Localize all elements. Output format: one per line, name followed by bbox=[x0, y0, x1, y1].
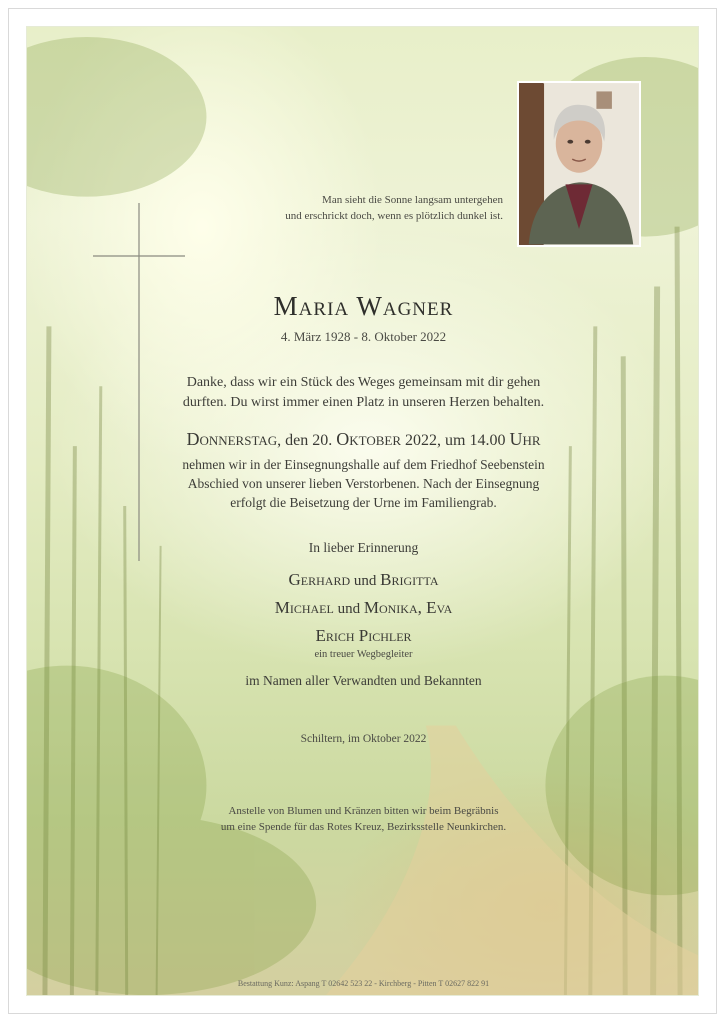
ceremony-date-part-2: 2022, um 14.00 bbox=[401, 432, 510, 449]
life-dates: 4. März 1928 - 8. Oktober 2022 bbox=[280, 329, 447, 344]
ceremony-date-part-1: , den 20. bbox=[277, 432, 337, 449]
mourner-line bbox=[27, 598, 699, 618]
mourner-subtitle: ein treuer Wegbegleiter bbox=[314, 649, 413, 660]
portrait-photo bbox=[517, 81, 641, 247]
donation-line-1: Anstelle von Blumen und Kränzen bitten wir beim Begräbnis bbox=[228, 805, 499, 817]
ceremony-text: nehmen wir in der Einsegnungshalle auf dem Friedhof Seebenstein Abschied von unserer lieben Verstorbenen. Nach der Einsegnung erfolgt die Beisetzung der Urne im Familiengrab. bbox=[182, 457, 545, 510]
memory-intro: In lieber Erinnerung bbox=[308, 540, 419, 555]
ceremony-uhr: Uhr bbox=[509, 429, 541, 449]
mourner-name: Erich Pichler bbox=[315, 626, 412, 645]
donation-request bbox=[27, 803, 699, 835]
deceased-name: Maria Wagner bbox=[273, 291, 454, 321]
mourner-line bbox=[27, 626, 699, 646]
mourner-joiner: und bbox=[350, 573, 381, 589]
mourner-line bbox=[27, 570, 699, 590]
ceremony-weekday: Donnerstag bbox=[186, 429, 278, 449]
quote-line-1: Man sieht die Sonne langsam untergehen bbox=[322, 194, 503, 206]
mourner-name: Gerhard bbox=[288, 570, 351, 589]
relatives-text: im Namen aller Verwandten und Bekannten bbox=[245, 673, 482, 688]
place-date: Schiltern, im Oktober 2022 bbox=[300, 733, 427, 745]
cross-icon bbox=[93, 203, 185, 561]
ceremony-month: Oktober bbox=[336, 429, 402, 449]
thanks-text: Danke, dass wir ein Stück des Weges gemeinsam mit dir gehen durften. Du wirst immer einen Platz in unseren Herzen behalten. bbox=[182, 375, 545, 410]
quote-line-2: und erschrickt doch, wenn es plötzlich dunkel ist. bbox=[285, 210, 503, 222]
ceremony-date bbox=[27, 429, 699, 450]
portrait-image bbox=[519, 83, 639, 245]
funeral-home-footer: Bestattung Kunz: Aspang T 02642 523 22 - Kirchberg - Pitten T 02627 822 91 bbox=[237, 979, 490, 988]
mourner-name: Michael bbox=[274, 598, 334, 617]
mourner-joiner: und bbox=[333, 601, 364, 617]
donation-line-2: um eine Spende für das Rotes Kreuz, Bezirksstelle Neunkirchen. bbox=[220, 821, 507, 833]
quote bbox=[227, 192, 503, 224]
obituary-card bbox=[26, 26, 699, 996]
mourner-name: Brigitta bbox=[380, 570, 439, 589]
mourner-name: Monika, Eva bbox=[363, 598, 453, 617]
